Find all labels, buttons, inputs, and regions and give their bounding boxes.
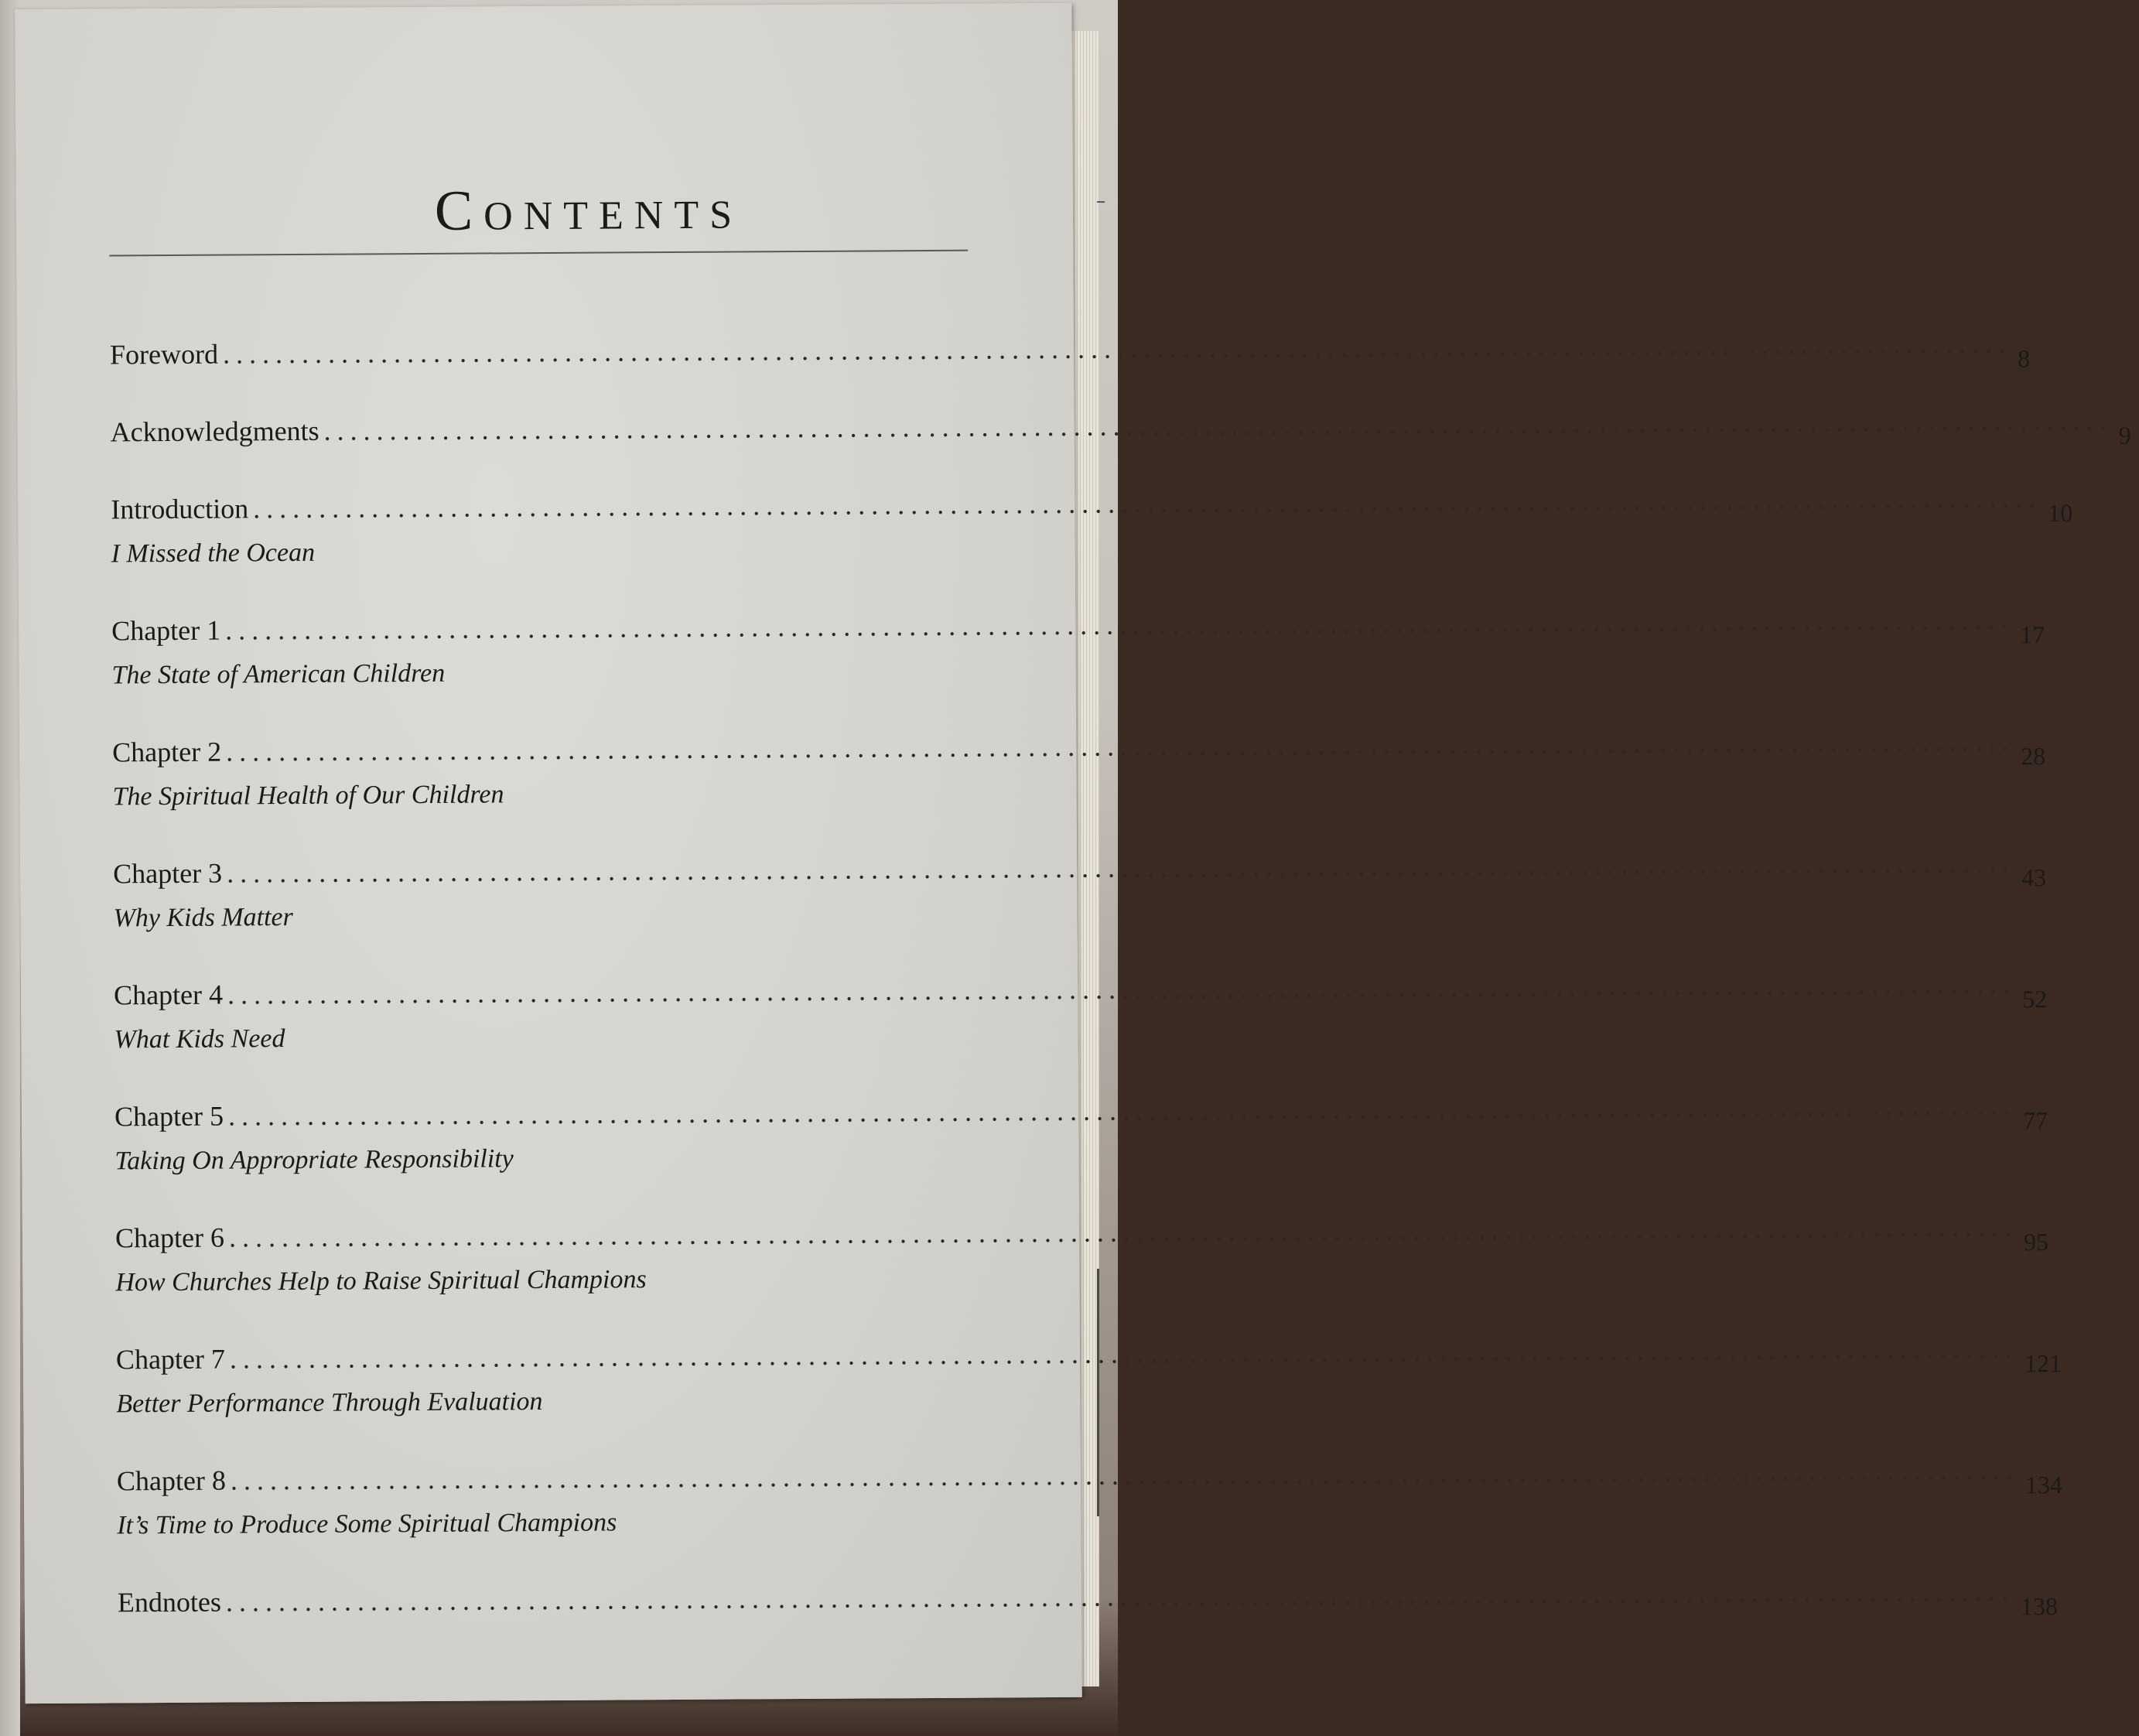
toc-entry-title: Chapter 7 bbox=[115, 1343, 226, 1375]
toc-entry-title: Chapter 8 bbox=[116, 1464, 227, 1497]
dot-leader: ........................................................................................................................................ bbox=[230, 1454, 2019, 1496]
page-stack-tab bbox=[1097, 201, 1105, 203]
toc-entry-title: Endnotes bbox=[117, 1586, 222, 1618]
toc-entry-subtitle: It’s Time to Produce Some Spiritual Champions bbox=[117, 1508, 617, 1540]
dot-leader: ........................................................................................................................................ bbox=[253, 482, 2042, 525]
book-page bbox=[15, 3, 2131, 1704]
toc-entry-page: 28 bbox=[2021, 742, 2046, 771]
toc-entry-page: 77 bbox=[2023, 1106, 2048, 1135]
toc-entry bbox=[111, 477, 2073, 569]
toc-entry bbox=[117, 1570, 2059, 1621]
toc-entry-page: 121 bbox=[2024, 1349, 2062, 1378]
toc-entry bbox=[114, 1085, 2048, 1177]
dot-leader: ........................................................................................................................................ bbox=[229, 1332, 2019, 1375]
toc-entry bbox=[112, 720, 2046, 812]
toc-entry bbox=[110, 400, 2131, 449]
toc-entry-page: 10 bbox=[2048, 498, 2073, 528]
heading-rule bbox=[109, 250, 968, 257]
toc-entry-title: Acknowledgments bbox=[110, 415, 319, 448]
dot-leader: ........................................................................................................................................ bbox=[227, 1089, 2018, 1132]
toc-entry bbox=[113, 963, 2048, 1055]
dot-leader: ........................................................................................................................................ bbox=[225, 1575, 2014, 1618]
contents-heading: Contents bbox=[434, 177, 743, 243]
toc-entry bbox=[111, 599, 2045, 691]
toc-entry-page: 138 bbox=[2020, 1592, 2059, 1621]
toc-entry-title: Chapter 1 bbox=[111, 614, 221, 647]
dot-leader: ........................................................................................................................................ bbox=[226, 725, 2015, 767]
toc-entry-title: Foreword bbox=[109, 338, 219, 371]
toc-entry-title: Chapter 2 bbox=[112, 736, 222, 768]
toc-entry-title: Introduction bbox=[111, 493, 249, 525]
dot-leader: ........................................................................................................................................ bbox=[225, 603, 2014, 646]
toc-entry-page: 52 bbox=[2022, 985, 2048, 1013]
toc-entry-subtitle: What Kids Need bbox=[114, 1024, 285, 1054]
toc-entry-page: 9 bbox=[2118, 421, 2131, 449]
dot-leader: ........................................................................................................................................ bbox=[228, 1211, 2018, 1253]
toc-entry-subtitle: Taking On Appropriate Responsibility bbox=[114, 1144, 514, 1176]
toc-entry-page: 95 bbox=[2023, 1228, 2049, 1256]
toc-entry bbox=[114, 1206, 2049, 1298]
toc-entry-subtitle: The State of American Children bbox=[111, 658, 446, 690]
toc-entry-title: Chapter 3 bbox=[113, 857, 223, 890]
toc-entry-subtitle: How Churches Help to Raise Spiritual Champions bbox=[115, 1265, 647, 1297]
toc-entry-page: 134 bbox=[2025, 1471, 2063, 1499]
toc-entry bbox=[109, 323, 2031, 373]
toc-entry-page: 8 bbox=[2018, 344, 2031, 373]
toc-entry-page: 17 bbox=[2020, 620, 2045, 649]
dot-leader: ........................................................................................................................................ bbox=[227, 968, 2017, 1010]
toc-entry bbox=[116, 1449, 2063, 1541]
toc-entry-subtitle: Better Performance Through Evaluation bbox=[116, 1387, 543, 1419]
dot-leader: ........................................................................................................................................ bbox=[226, 846, 2016, 889]
toc-entry bbox=[115, 1328, 2062, 1420]
toc-entry bbox=[113, 842, 2047, 934]
toc-entry-subtitle: Why Kids Matter bbox=[113, 903, 293, 933]
toc-entry-title: Chapter 5 bbox=[114, 1100, 224, 1133]
toc-entry-page: 43 bbox=[2021, 863, 2047, 892]
toc-entry-title: Chapter 4 bbox=[113, 979, 224, 1011]
toc-entry-subtitle: I Missed the Ocean bbox=[111, 538, 316, 569]
toc-entry-subtitle: The Spiritual Health of Our Children bbox=[112, 780, 504, 812]
dot-leader: ........................................................................................................................................ bbox=[323, 404, 2113, 446]
table-of-contents bbox=[109, 323, 2131, 1621]
toc-entry-title: Chapter 6 bbox=[114, 1222, 225, 1254]
dot-leader: ........................................................................................................................................ bbox=[222, 327, 2012, 370]
